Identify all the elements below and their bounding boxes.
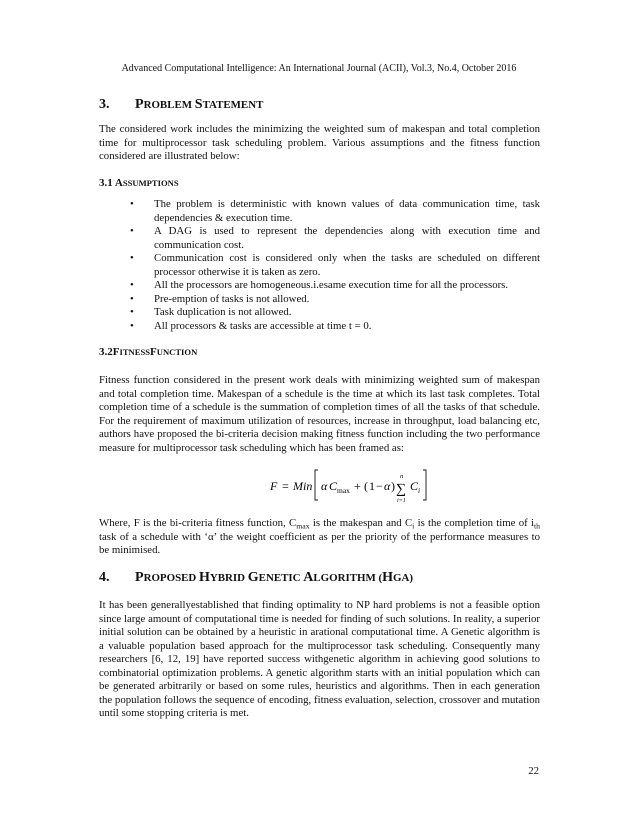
assumptions-list	[130, 198, 540, 333]
formula-plus: +	[354, 479, 361, 493]
fitness-function-paragraph: Fitness function considered in the present work deals with minimizing weighted sum of makespan and total completion time. Makespan of a schedule is the time at which its last task completes. Total completion time of a schedule is the summation of completion times of all the tasks of that schedule. For the requirement of maximum utilization of resources, increase in throughput, load balancing etc, authors have proposed the bi-criteria decision making fitness function including the two performance measure for multiprocessor task scheduling which has been framed as:	[99, 374, 540, 454]
list-item: • Task duplication is not allowed.	[130, 306, 540, 320]
list-item: • All the processors are homogeneous.i.esame execution time for all the processors.	[130, 279, 540, 293]
formula-max-subscript: max	[337, 486, 350, 495]
list-item: • Pre-emption of tasks is not allowed.	[130, 293, 540, 307]
left-bracket	[315, 470, 318, 500]
section-3-intro: The considered work includes the minimizing the weighted sum of makespan and total completion time for multiprocessor task scheduling problem. Various assumptions and the fitness function considered are illustrated below:	[99, 123, 540, 162]
section-3-heading: 3. PROBLEM STATEMENT	[99, 97, 264, 112]
sum-sign: ∑	[396, 482, 406, 497]
formula-alpha: α	[321, 479, 328, 493]
section-number: 4.	[99, 570, 110, 585]
formula-c: C	[329, 479, 338, 493]
formula-lhs: F	[270, 479, 278, 493]
section-3-2-heading: 3.2FITNESSFUNCTION	[99, 346, 198, 358]
sum-upper-limit: n	[400, 473, 404, 480]
formula-one: 1	[369, 479, 375, 493]
formula-minus: −	[376, 479, 383, 493]
list-item: • Communication cost is considered only when the tasks are scheduled on different processor otherwise it is taken as zero.	[130, 252, 540, 279]
formula-equals: =	[282, 479, 289, 493]
section-4-heading: 4. PROPOSED HYBRID GENETIC ALGORITHM (HGA)	[99, 570, 414, 585]
list-item: • All processors & tasks are accessible at time t = 0.	[130, 320, 540, 334]
page-number: 22	[528, 765, 539, 777]
right-bracket	[423, 470, 426, 500]
list-item: • A DAG is used to represent the dependencies along with execution time and communication cost.	[130, 225, 540, 252]
list-item: • The problem is deterministic with known values of data communication time, task dependencies & execution time.	[130, 198, 540, 225]
formula-ci: C	[410, 479, 419, 493]
formula-open-paren: (	[364, 479, 368, 493]
formula-min: Min	[293, 479, 313, 493]
section-4-paragraph: It has been generallyestablished that finding optimality to NP hard problems is not a feasible option since large amount of computational time is needed for finding of such solutions. In reality, a superior initial solution can be obtained by a heuristic in arational computational time. A Genetic algorithm is a valuable population based approach for the multiprocessor task scheduling. Consequently many researchers [6, 12, 19] have reported success withgenetic algorithm in achieving good solutions to combinatorial optimization problems. A genetic algorithm starts with an initial population which can be generated arbitrarily or based on some rules, heuristics and algorithms. Then in each generation the population follows the sequence of encoding, fitness evaluation, selection, crossover and mutation until some stopping criteria is met.	[99, 599, 540, 719]
formula-ci-subscript: i	[418, 486, 421, 495]
formula-alpha-2: α	[384, 479, 391, 493]
fitness-formula	[0, 466, 638, 506]
sum-lower-limit: i=1	[397, 498, 406, 504]
section-3-1-heading: 3.1 ASSUMPTIONS	[99, 177, 179, 189]
formula-close-paren: )	[391, 479, 395, 493]
section-number: 3.	[99, 97, 110, 112]
formula-explanation: Where, F is the bi-criteria fitness function, $C_{max}$ is the makespan and $C_i$ is the completion time of $i_{th}$ task of a schedule with ‘α’ the weight coefficient as per the priority of the performance measures to be minimised.	[99, 517, 540, 556]
running-header: Advanced Computational Intelligence: An International Journal (ACII), Vol.3, No.4, October 2016	[121, 63, 517, 74]
